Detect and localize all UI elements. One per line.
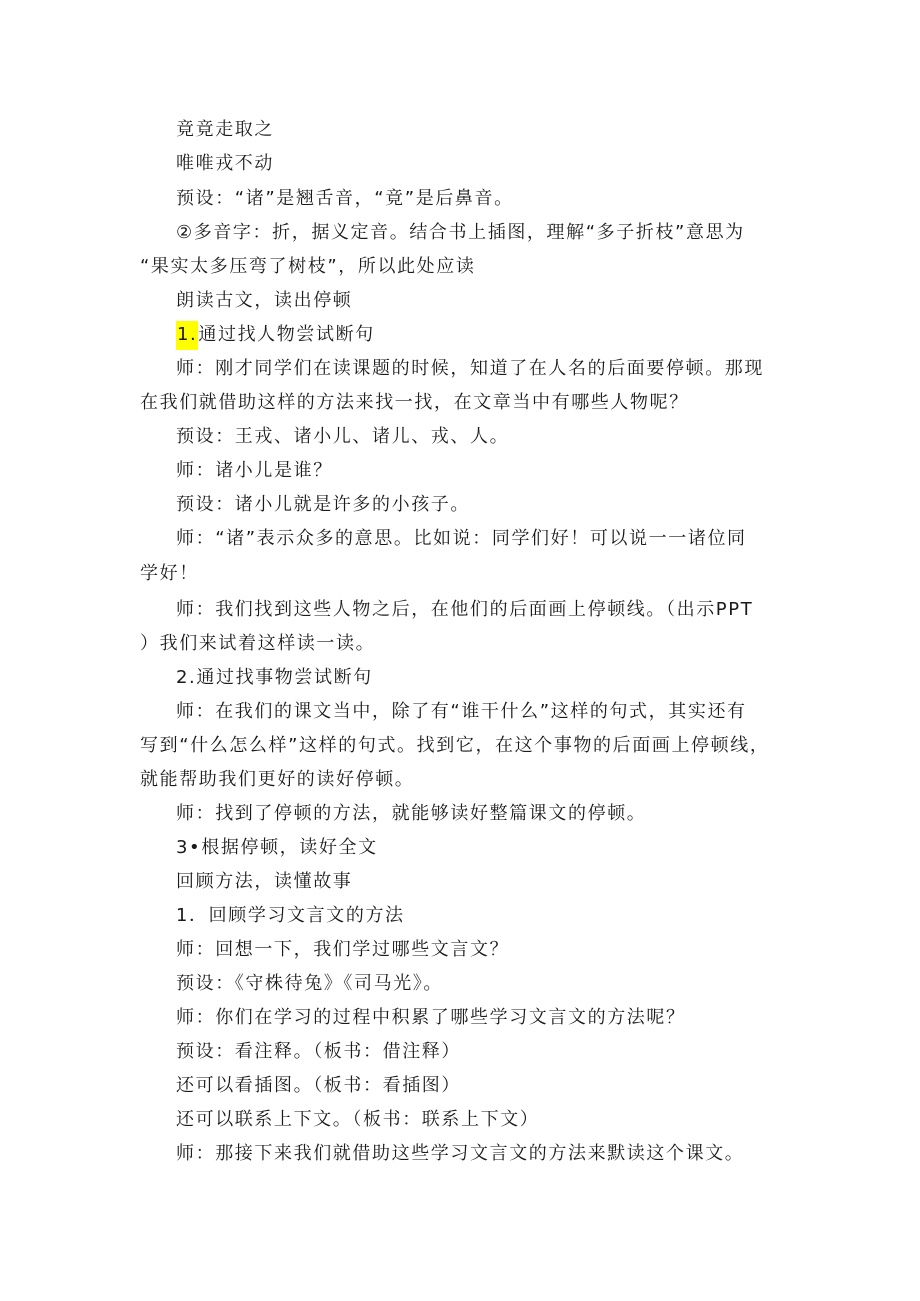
text-line: ②多音字：折，据义定音。结合书上插图，理解“多子折枝”意思为 (176, 222, 745, 243)
text-line: 师：“诸”表示众多的意思。比如说：同学们好！可以说一一诸位同 (176, 528, 747, 549)
section-subheading: 3•根据停顿，读好全文 (176, 837, 378, 858)
text-line: 师：那接下来我们就借助这些学习文言文的方法来默读这个课文。 (176, 1143, 745, 1164)
text-line: 唯唯戎不动 (176, 153, 274, 174)
text-line: 写到“什么怎么样”这样的句式。找到它，在这个事物的后面画上停顿线， (140, 735, 770, 756)
text-line: 学好！ (140, 563, 199, 584)
text-line: 预设：诸小儿就是许多的小孩子。 (176, 494, 470, 515)
text-line: 竟竟走取之 (176, 119, 274, 140)
text-line: 师：在我们的课文当中，除了有“谁干什么”这样的句式，其实还有 (176, 701, 747, 722)
subheading-text: 通过找人物尝试断句 (198, 324, 375, 345)
text-line: 师：诸小儿是谁？ (176, 460, 333, 481)
highlighted-number: 1. (176, 321, 198, 350)
text-line: 预设：看注释。（板书：借注释） (176, 1041, 461, 1062)
text-line: 还可以联系上下文。（板书：联系上下文） (176, 1109, 540, 1130)
text-line: 就能帮助我们更好的读好停顿。 (140, 769, 415, 790)
text-line: 师：刚才同学们在读课题的时候，知道了在人名的后面要停顿。那现 (176, 358, 764, 379)
text-line: 预设：王戎、诸小儿、诸儿、戎、人。 (176, 426, 510, 447)
section-subheading: 2.通过找事物尝试断句 (176, 667, 373, 688)
text-line: 师：你们在学习的过程中积累了哪些学习文言文的方法呢？ (176, 1007, 686, 1028)
text-line: 师：找到了停顿的方法，就能够读好整篇课文的停顿。 (176, 803, 647, 824)
text-line: ）我们来试着这样读一读。 (140, 633, 376, 654)
text-line: 师：我们找到这些人物之后，在他们的后面画上停顿线。（出示PPT (176, 599, 754, 620)
text-line: 在我们就借助这样的方法来找一找，在文章当中有哪些人物呢？ (140, 392, 689, 413)
section-subheading (176, 323, 375, 347)
text-line: 师：回想一下，我们学过哪些文言文？ (176, 939, 510, 960)
text-line: “果实太多压弯了树枝”，所以此处应读 (140, 256, 476, 277)
text-line: 预设：“诸”是翘舌音，“竟”是后鼻音。 (176, 188, 514, 209)
section-subheading: 1．回顾学习文言文的方法 (176, 905, 405, 926)
text-line: 还可以看插图。（板书：看插图） (176, 1075, 461, 1096)
section-heading: 朗读古文，读出停顿 (176, 290, 353, 311)
section-heading: 回顾方法，读懂故事 (176, 871, 353, 892)
text-line: 预设：《守株待兔》《司马光》。 (176, 973, 443, 994)
